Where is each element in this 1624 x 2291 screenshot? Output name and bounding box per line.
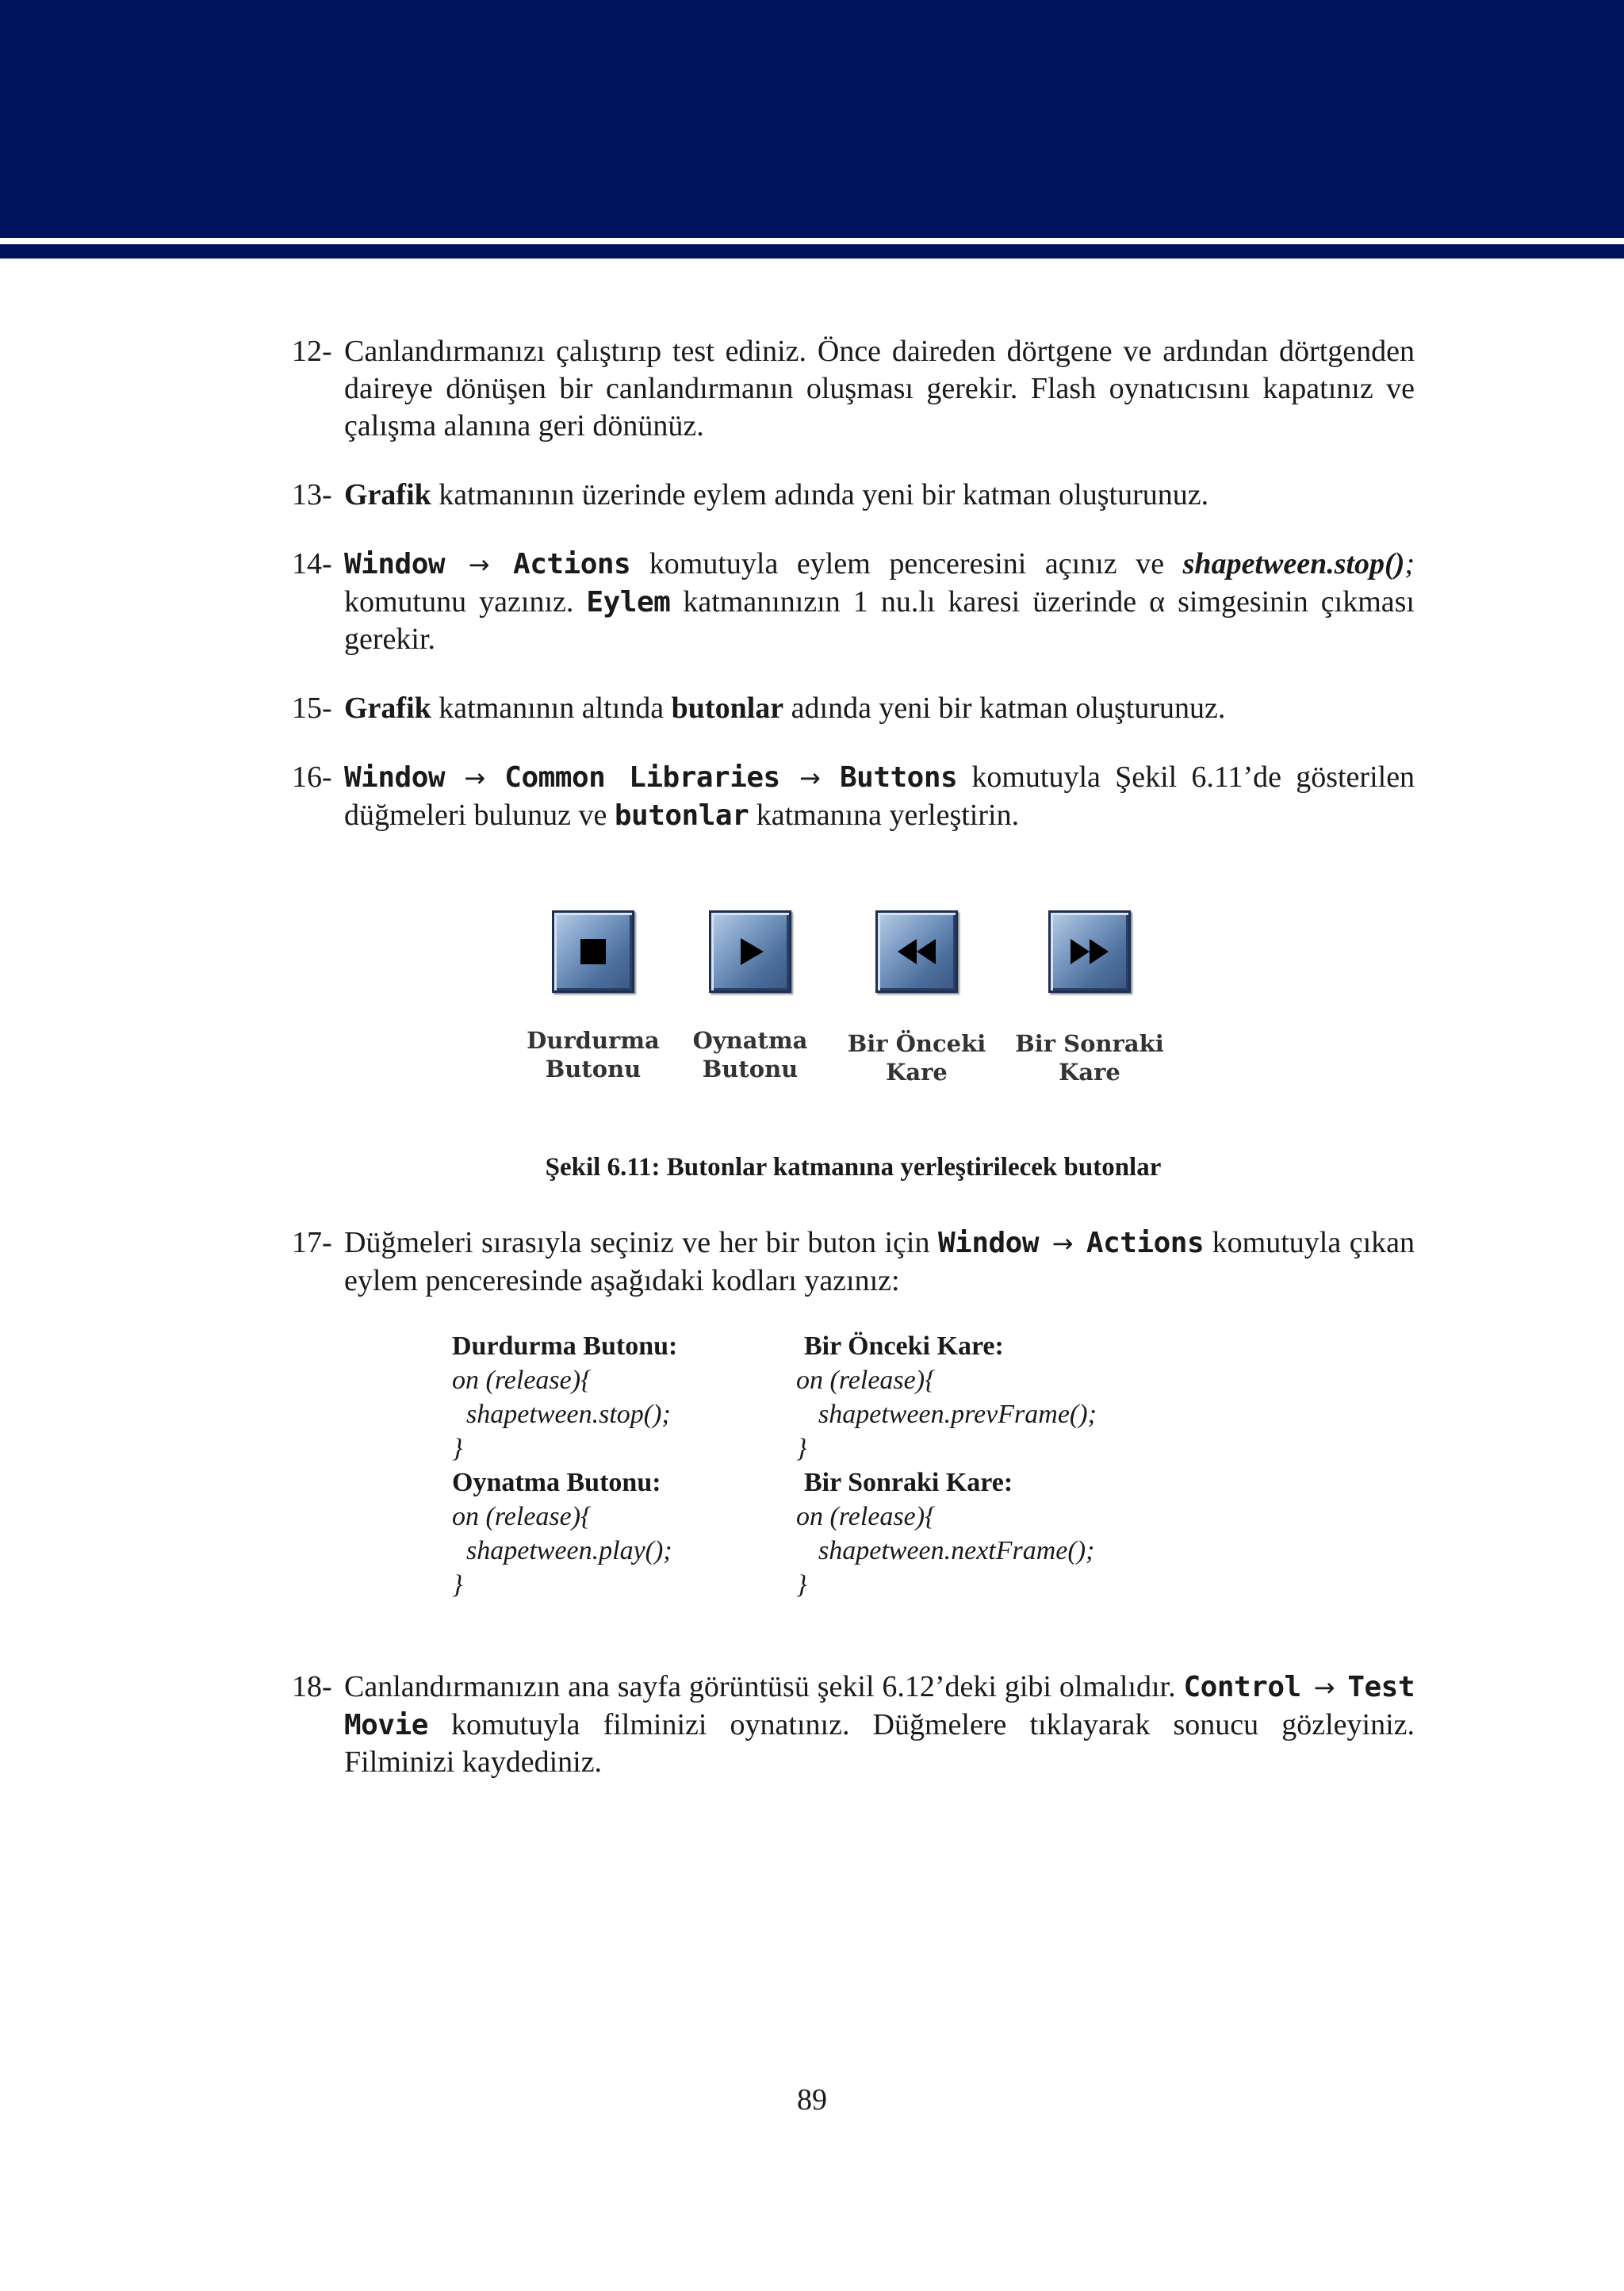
menu-actions: Actions [513, 548, 631, 580]
fast-forward-button[interactable] [1048, 910, 1131, 993]
step-text: komutuyla Şekil 6.11’de gösterilen düğmeleri bulunuz ve [344, 760, 1415, 832]
instruction-list-continued [292, 1224, 1415, 1331]
code-line: } [796, 1434, 807, 1463]
code-block-play [452, 1465, 677, 1602]
arrow-icon: → [799, 763, 821, 793]
label-line: Butonu [702, 1055, 799, 1082]
stop-button[interactable] [552, 910, 634, 993]
fast-forward-button-label [994, 1029, 1185, 1086]
layer-name: Grafik [344, 478, 431, 511]
arrow-icon: → [468, 550, 490, 580]
label-line: Durdurma [527, 1027, 660, 1054]
step-17 [292, 1224, 1415, 1300]
arrow-icon: → [464, 763, 486, 793]
code-block-next [796, 1465, 1097, 1602]
header-stripe [0, 244, 1624, 259]
step-number: 12- [292, 335, 332, 368]
step-number: 14- [292, 547, 332, 580]
menu-window: Window [344, 548, 446, 580]
rewind-icon [878, 913, 956, 990]
code-title: Bir Sonraki Kare: [804, 1468, 1013, 1497]
step-text: komutuyla filminizi oynatınız. Düğmelere tıklayarak sonucu gözleyiniz. Filminizi kaydediniz. [344, 1708, 1415, 1779]
step-text: katmanına yerleştirin. [749, 799, 1020, 832]
step-15 [292, 690, 1415, 727]
step-text: komutuyla çıkan eylem penceresinde aşağıdaki kodları yazınız: [344, 1226, 1415, 1297]
figure-caption: Şekil 6.11: Butonlar katmanına yerleştirilecek butonlar [545, 1153, 1162, 1182]
instruction-list [292, 333, 1415, 866]
step-number: 16- [292, 760, 332, 794]
step-number: 13- [292, 478, 332, 511]
code-line: shapetween.nextFrame(); [818, 1536, 1095, 1565]
layer-name: Eylem [586, 586, 671, 619]
step-text: katmanının altında [431, 692, 672, 725]
step-text: adında yeni bir katman oluşturunuz. [783, 692, 1226, 725]
step-text: Canlandırmanızın ana sayfa görüntüsü şekil 6.12’deki gibi olmalıdır. [344, 1670, 1184, 1703]
code-block-prev [796, 1329, 1097, 1465]
menu-test-movie: Test Movie [344, 1671, 1415, 1741]
label-line: Butonu [545, 1055, 642, 1082]
code-line: on (release){ [796, 1502, 936, 1531]
code-line: on (release){ [452, 1502, 592, 1531]
code-line: shapetween.play(); [466, 1536, 672, 1565]
code-title: Bir Önceki Kare: [804, 1331, 1004, 1361]
label-line: Bir Önceki [847, 1030, 986, 1057]
code-inline: shapetween.stop() [1182, 547, 1405, 580]
code-title: Oynatma Butonu: [452, 1468, 661, 1497]
code-column-right [796, 1329, 1097, 1602]
code-title: Durdurma Butonu: [452, 1331, 678, 1361]
label-line: Oynatma [692, 1027, 808, 1054]
code-line: shapetween.stop(); [466, 1400, 671, 1429]
code-semicolon: ; [1404, 547, 1415, 580]
step-16 [292, 759, 1415, 834]
rewind-button-label [822, 1029, 1012, 1086]
arrow-icon: → [1051, 1228, 1074, 1259]
fast-forward-icon [1051, 913, 1128, 990]
menu-control: Control [1183, 1671, 1301, 1703]
step-14 [292, 546, 1415, 658]
step-12 [292, 333, 1415, 445]
step-text: katmanınızın 1 nu.lı karesi üzerinde α simgesinin çıkması gerekir. [344, 585, 1415, 656]
play-button[interactable] [709, 910, 791, 993]
menu-common-libraries: Common Libraries [504, 761, 780, 794]
code-line: } [796, 1570, 807, 1599]
label-line: Kare [886, 1059, 948, 1086]
step-18 [292, 1668, 1415, 1781]
step-text: komutunu yazınız. [344, 585, 587, 619]
arrow-icon: → [1313, 1672, 1335, 1703]
header-band [0, 0, 1624, 238]
step-number: 18- [292, 1670, 332, 1703]
step-number: 15- [292, 692, 332, 725]
label-line: Bir Sonraki [1015, 1030, 1164, 1057]
code-line: on (release){ [452, 1366, 592, 1395]
code-line: } [452, 1434, 463, 1463]
code-line: } [452, 1570, 463, 1599]
stop-icon [554, 913, 632, 990]
code-block-stop [452, 1329, 677, 1465]
layer-name: Grafik [344, 692, 431, 725]
play-button-label [655, 1026, 845, 1083]
rewind-button[interactable] [875, 910, 958, 993]
menu-window: Window [344, 761, 446, 794]
step-text: Canlandırmanızı çalıştırıp test ediniz. Önce daireden dörtgene ve ardından dörtgenden daireye dönüşen bir canlandırmanın oluşması gerekir. Flash oynatıcısını kapatınız ve çalışma alanına geri dönünüz. [344, 335, 1415, 442]
code-line: shapetween.prevFrame(); [818, 1400, 1097, 1429]
step-text: Düğmeleri sırasıyla seçiniz ve her bir buton için [344, 1226, 938, 1259]
instruction-list-final [292, 1668, 1415, 1813]
step-13 [292, 477, 1415, 514]
step-number: 17- [292, 1226, 332, 1259]
play-icon [711, 913, 789, 990]
layer-name: butonlar [671, 692, 784, 725]
menu-window: Window [937, 1227, 1040, 1259]
code-line: on (release){ [796, 1366, 936, 1395]
step-text: komutuyla eylem penceresini açınız ve [630, 547, 1183, 580]
code-column-left [452, 1329, 677, 1602]
menu-buttons: Buttons [839, 761, 958, 794]
page-number: 89 [797, 2083, 827, 2117]
menu-actions: Actions [1086, 1227, 1205, 1259]
step-text: katmanının üzerinde eylem adında yeni bir katman oluşturunuz. [431, 478, 1209, 511]
layer-name: butonlar [614, 799, 749, 832]
label-line: Kare [1059, 1059, 1120, 1086]
